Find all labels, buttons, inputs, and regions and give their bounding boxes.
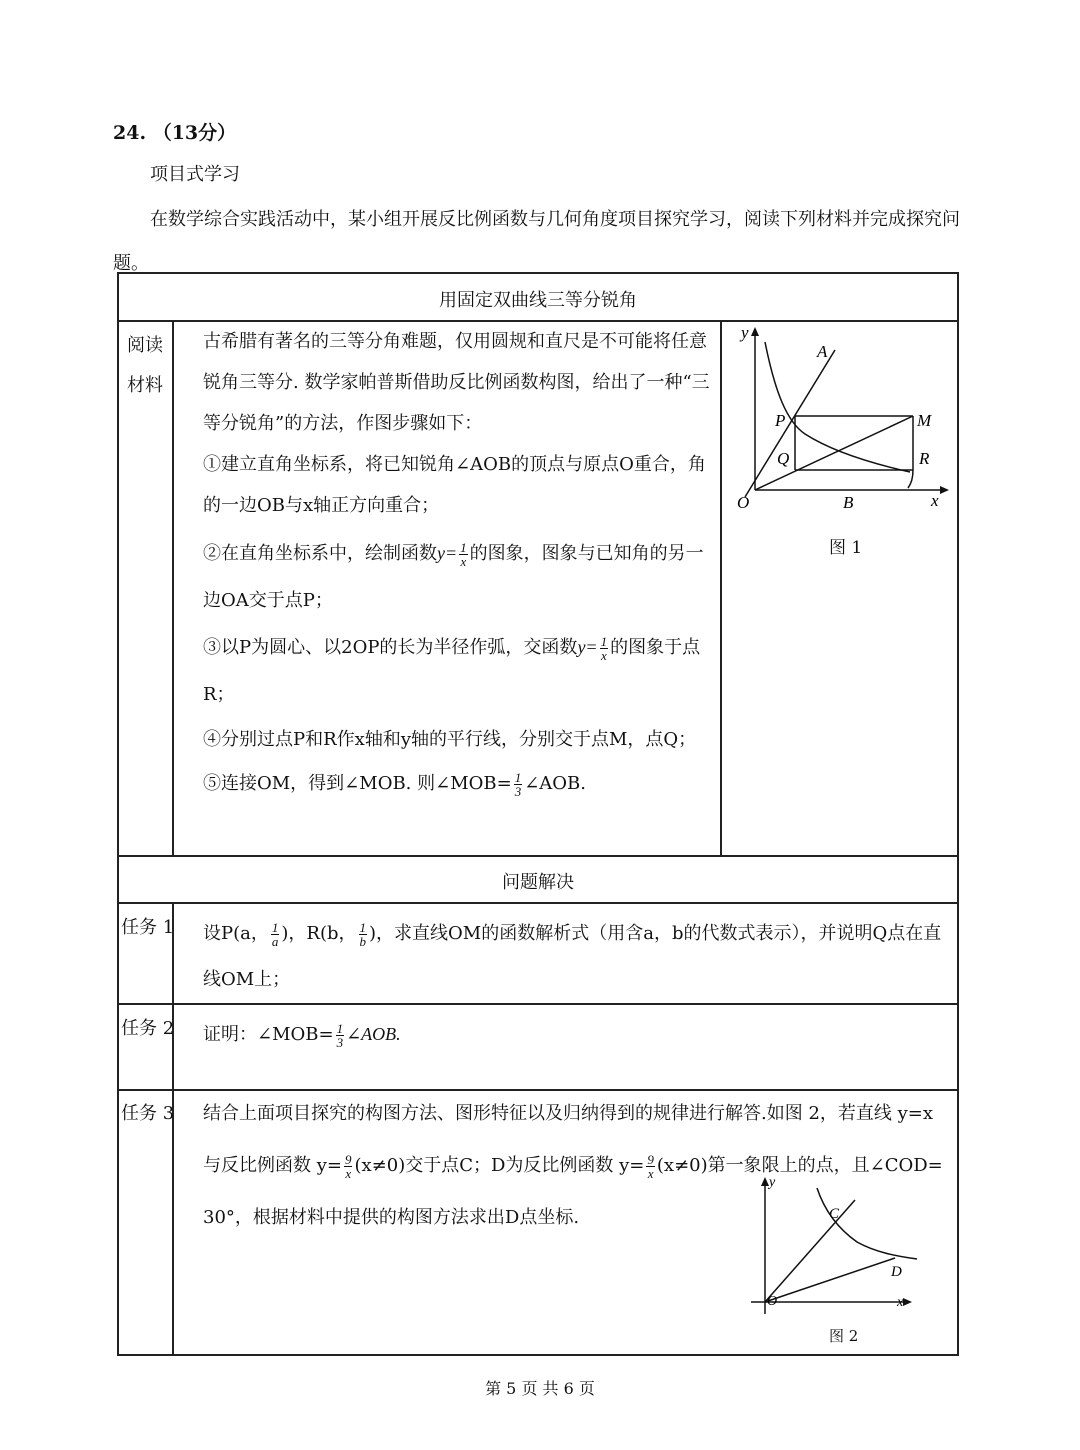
reading-paragraph: 古希腊有著名的三等分角难题，仅用圆规和直尺是不可能将任意锐角三等分. 数学家帕普斯借助反比例函数构图，给出了一种“三等分锐角”的方法，作图步骤如下： [203,331,710,434]
fig2-label-C: C [829,1206,840,1222]
table-title: 用固定双曲线三等分锐角 [439,290,637,311]
fraction-1-over-3: $\frac{1}{3}$ [514,769,522,799]
figure-2 [745,1172,920,1317]
fig2-label-O: O [767,1294,778,1309]
step-2: ②在直角坐标系中，绘制函数y= $\frac{1}{x}$ 的图象，图象与已知角的另一边OA交于点P； [203,539,704,611]
step-1: ①建立直角坐标系，将已知锐角∠AOB的顶点与原点O重合，角的一边OB与x轴正方向重合； [203,454,706,516]
task1-text: 设P(a， $\frac{1}{a}$ )，R(b， $\frac{1}{b}$ )，求直线OM的函数解析式（用含a，b的代数式表示），并说明Q点在直线OM上； [203,919,942,990]
step-3: ③以P为圆心、以2OP的长为半径作弧，交函数y= $\frac{1}{x}$ 的图象于点R； [203,633,701,705]
problem-title: 问题解决 [502,872,574,893]
figure-1-caption: 图 1 [829,538,863,558]
column-divider [172,320,174,856]
fraction-1-over-3: $\frac{1}{3}$ [336,1020,344,1050]
reading-material [203,321,719,806]
fig1-label-x: x [931,491,939,510]
task3-line-1: 结合上面项目探究的构图方法、图形特征以及归纳得到的规律进行解答.如图 2，若直线 y=x [203,1103,934,1124]
question-header [113,118,236,145]
fig1-label-A: A [817,342,828,361]
task2-label: 任务 2 [121,1018,175,1039]
fraction-9-over-x: $\frac{9}{x}$ [647,1151,654,1181]
fig1-label-Q: Q [777,449,790,468]
fig1-label-P: P [775,411,786,430]
fraction-9-over-x: $\frac{9}{x}$ [344,1151,352,1181]
fraction-1-over-x: $\frac{1}{x}$ [600,633,608,663]
task3-line-3: 30°，根据材料中提供的构图方法求出D点坐标. [203,1207,580,1228]
reading-label [127,326,163,406]
fraction-1-over-a: $\frac{1}{a}$ [271,919,279,949]
task3-line-2: 与反比例函数 y= $\frac{9}{x}$ (x≠0)交于点C；D为反比例函数 y= $\frac{9}{x}$ (x≠0)第一象限上的点，且∠COD= [203,1151,943,1181]
fig1-label-B: B [843,493,854,512]
reading-label-line2: 材料 [127,375,163,396]
fraction-1-over-b: $\frac{1}{b}$ [359,919,366,949]
task2-text: 证明：∠MOB= $\frac{1}{3}$ ∠AOB. [203,1020,401,1050]
page-footer: 第 5 页 共 6 页 [485,1379,595,1398]
task1-label: 任务 1 [121,917,175,938]
figure-1 [725,322,955,522]
fraction-1-over-x: $\frac{1}{x}$ [460,539,467,569]
figure-2-caption: 图 2 [829,1327,859,1345]
fig1-label-O: O [737,493,750,512]
fig2-label-y: y [769,1175,776,1190]
row-divider [117,902,959,904]
row-divider [117,855,959,857]
task3-label: 任务 3 [121,1103,175,1124]
fig1-label-R: R [919,449,930,468]
row-divider [117,1003,959,1005]
column-divider [720,320,722,856]
step-5: ⑤连接OM，得到∠MOB. 则∠MOB= $\frac{1}{3}$ ∠AOB. [203,769,587,799]
question-number: 24. [113,122,147,144]
fig2-label-D: D [891,1264,902,1280]
subtitle: 项目式学习 [150,164,240,185]
step-4: ④分别过点P和R作x轴和y轴的平行线，分别交于点M，点Q； [203,729,697,750]
intro-paragraph: 在数学综合实践活动中，某小组开展反比例函数与几何角度项目探究学习，阅读下列材料并完成探究问题。 [113,209,960,274]
question-points: （13分） [152,122,237,144]
fig2-label-x: x [897,1295,904,1310]
fig1-label-M: M [917,411,932,430]
fig1-label-y: y [741,323,749,342]
reading-label-line1: 阅读 [127,335,163,356]
